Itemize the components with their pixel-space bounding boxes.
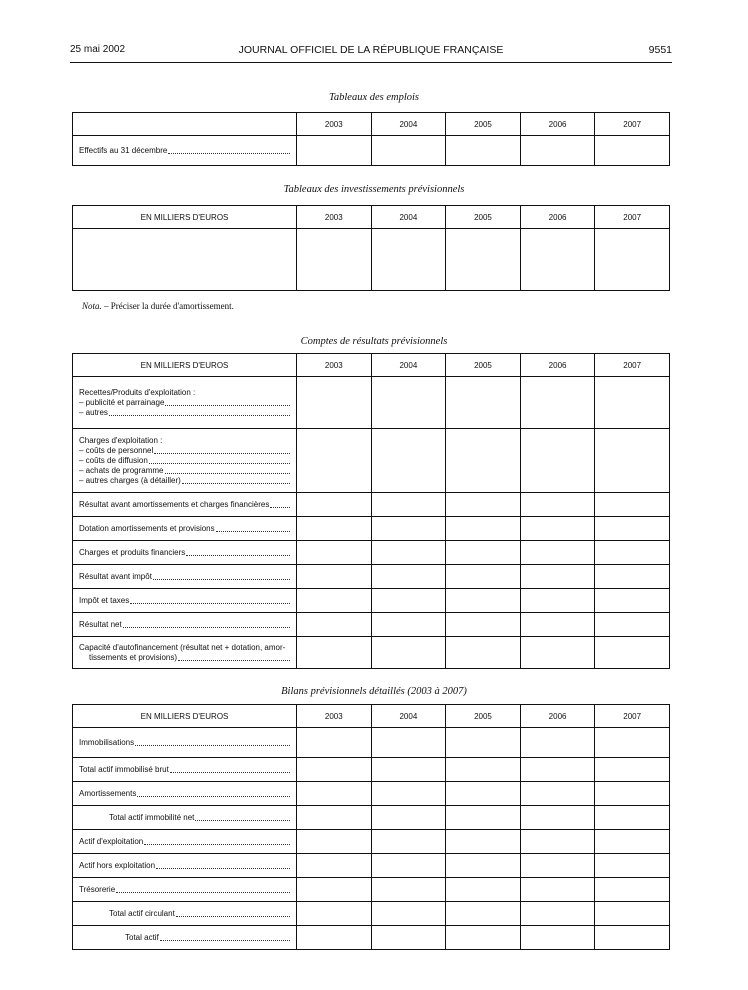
year-header: 2006 [520,113,595,136]
value-cell [520,728,595,758]
value-cell [595,830,670,854]
value-cell [520,926,595,950]
value-cell [371,613,446,637]
value-cell [595,878,670,902]
value-cell [371,782,446,806]
table-row [73,429,670,493]
value-cell [297,377,372,429]
value-cell [371,758,446,782]
value-cell [520,565,595,589]
table-row [73,377,670,429]
row-label: Actif d'exploitation [73,830,297,854]
table-row [73,926,670,950]
year-header: 2007 [595,705,670,728]
value-cell [520,613,595,637]
row-label: Effectifs au 31 décembre [73,136,297,166]
value-cell [297,758,372,782]
row-label: Amortissements [73,782,297,806]
table-row [73,493,670,517]
value-cell [520,637,595,669]
value-cell [446,229,521,291]
table-row [73,229,670,291]
value-cell [371,728,446,758]
row-label: Total actif [73,926,297,950]
value-cell [595,589,670,613]
journal-title: JOURNAL OFFICIEL DE LA RÉPUBLIQUE FRANÇAISE [238,44,504,56]
value-cell [371,565,446,589]
value-cell [446,758,521,782]
year-header: 2005 [446,206,521,229]
value-cell [446,517,521,541]
year-header: 2004 [371,113,446,136]
value-cell [446,589,521,613]
emplois-title: Tableaux des emplois [328,92,420,103]
year-header: 2006 [520,354,595,377]
value-cell [520,830,595,854]
value-cell [297,854,372,878]
unit-header: EN MILLIERS D'EUROS [73,354,297,377]
year-header: 2007 [595,354,670,377]
table-row [73,565,670,589]
value-cell [297,429,372,493]
value-cell [595,565,670,589]
year-header: 2005 [446,705,521,728]
value-cell [520,854,595,878]
value-cell [297,830,372,854]
bilans-table [72,704,670,950]
year-header: 2004 [371,354,446,377]
resultats-title: Comptes de résultats prévisionnels [300,336,448,347]
value-cell [371,926,446,950]
row-label: Actif hors exploitation [73,854,297,878]
value-cell [371,517,446,541]
year-header: 2006 [520,206,595,229]
value-cell [595,429,670,493]
value-cell [520,782,595,806]
value-cell [595,377,670,429]
table-row [73,637,670,669]
value-cell [371,136,446,166]
table-row [73,541,670,565]
year-header: 2003 [297,705,372,728]
value-cell [297,637,372,669]
header-date: 25 mai 2002 [70,44,126,55]
value-cell [520,377,595,429]
investissements-table [72,205,670,291]
value-cell [520,902,595,926]
value-cell [446,377,521,429]
value-cell [595,728,670,758]
value-cell [297,728,372,758]
table-row [73,136,670,166]
row-label: Résultat net [73,613,297,637]
table-row [73,854,670,878]
row-label: Résultat avant amortissements et charges financières [73,493,297,517]
row-label: Charges et produits financiers [73,541,297,565]
recettes-label: Recettes/Produits d'exploitation : – publicité et parrainage – autres [73,377,297,429]
nota-note: Nota. – Préciser la durée d'amortissement. [82,301,234,311]
table-row [73,878,670,902]
year-header: 2005 [446,113,521,136]
value-cell [595,541,670,565]
table-row [73,589,670,613]
value-cell [595,613,670,637]
table-row [73,728,670,758]
row-label: Impôt et taxes [73,589,297,613]
table-row [73,830,670,854]
value-cell [520,758,595,782]
value-cell [371,806,446,830]
value-cell [595,136,670,166]
value-cell [371,902,446,926]
value-cell [595,806,670,830]
value-cell [446,613,521,637]
value-cell [371,541,446,565]
resultats-table [72,353,670,669]
row-label: Résultat avant impôt [73,565,297,589]
value-cell [371,377,446,429]
unit-header: EN MILLIERS D'EUROS [73,206,297,229]
row-label: Total actif immobilité net [73,806,297,830]
value-cell [371,854,446,878]
value-cell [297,902,372,926]
value-cell [520,589,595,613]
value-cell [595,782,670,806]
value-cell [520,806,595,830]
value-cell [297,517,372,541]
row-label: Total actif circulant [73,902,297,926]
year-header: 2003 [297,206,372,229]
table-row [73,613,670,637]
value-cell [595,902,670,926]
bilans-title: Bilans prévisionnels détaillés (2003 à 2007) [281,686,467,697]
table-row [73,806,670,830]
value-cell [297,926,372,950]
value-cell [595,637,670,669]
value-cell [371,493,446,517]
table-row [73,782,670,806]
table-row [73,758,670,782]
header-blank [73,113,297,136]
charges-label: Charges d'exploitation : – coûts de personnel – coûts de diffusion – achats de programme – autres charges (à détailler) [73,429,297,493]
row-label: Dotation amortissements et provisions [73,517,297,541]
table-row [73,902,670,926]
value-cell [520,429,595,493]
value-cell [73,229,297,291]
value-cell [297,878,372,902]
year-header: 2003 [297,113,372,136]
row-label: Total actif immobilisé brut [73,758,297,782]
value-cell [371,830,446,854]
value-cell [595,229,670,291]
value-cell [595,854,670,878]
value-cell [520,493,595,517]
year-header: 2007 [595,206,670,229]
page-header [70,42,672,63]
value-cell [297,229,372,291]
value-cell [297,565,372,589]
value-cell [446,854,521,878]
value-cell [297,589,372,613]
value-cell [446,136,521,166]
value-cell [446,429,521,493]
value-cell [446,782,521,806]
value-cell [297,493,372,517]
value-cell [446,902,521,926]
value-cell [371,878,446,902]
value-cell [595,758,670,782]
value-cell [595,517,670,541]
year-header: 2005 [446,354,521,377]
value-cell [371,589,446,613]
value-cell [371,229,446,291]
capacite-label: Capacité d'autofinancement (résultat net + dotation, amor- tissements et provisions) [73,637,297,669]
year-header: 2004 [371,206,446,229]
value-cell [446,493,521,517]
row-label: Trésorerie [73,878,297,902]
value-cell [297,136,372,166]
value-cell [297,782,372,806]
emplois-table [72,112,670,166]
value-cell [371,637,446,669]
value-cell [595,493,670,517]
year-header: 2003 [297,354,372,377]
value-cell [520,136,595,166]
row-label: Immobilisations [73,728,297,758]
value-cell [446,541,521,565]
value-cell [446,728,521,758]
value-cell [297,541,372,565]
value-cell [297,613,372,637]
table-row [73,517,670,541]
value-cell [297,806,372,830]
value-cell [520,878,595,902]
value-cell [446,806,521,830]
value-cell [595,926,670,950]
value-cell [520,517,595,541]
unit-header: EN MILLIERS D'EUROS [73,705,297,728]
investissements-title: Tableaux des investissements prévisionnels [283,184,465,195]
value-cell [446,637,521,669]
value-cell [371,429,446,493]
value-cell [520,541,595,565]
value-cell [446,926,521,950]
value-cell [446,830,521,854]
year-header: 2006 [520,705,595,728]
value-cell [520,229,595,291]
year-header: 2007 [595,113,670,136]
page-number: 9551 [648,44,672,56]
year-header: 2004 [371,705,446,728]
value-cell [446,565,521,589]
value-cell [446,878,521,902]
